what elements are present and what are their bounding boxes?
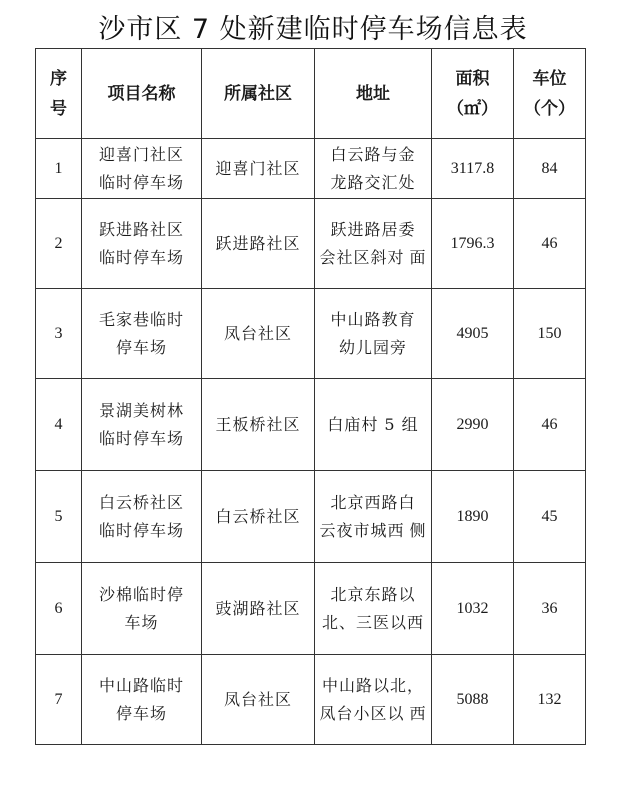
cell-project-line: 跃进路社区 bbox=[98, 219, 184, 239]
header-index-line1: 序 bbox=[50, 68, 67, 89]
cell-index: 4 bbox=[36, 379, 82, 471]
cell-community-text: 凤台社区 bbox=[223, 323, 292, 343]
cell-address-line: 中山路教育 bbox=[330, 309, 416, 329]
cell-project-line: 毛家巷临时 bbox=[98, 309, 184, 329]
header-spaces-line2: （个） bbox=[524, 98, 575, 119]
cell-community bbox=[202, 563, 315, 655]
cell-project bbox=[82, 563, 202, 655]
cell-address-line: 龙路交汇处 bbox=[330, 172, 416, 192]
cell-address bbox=[315, 289, 432, 379]
table-row bbox=[36, 139, 586, 199]
cell-project-line: 临时停车场 bbox=[98, 172, 184, 192]
cell-area: 5088 bbox=[432, 655, 514, 745]
header-row bbox=[36, 49, 586, 139]
header-area-line2: （㎡） bbox=[447, 98, 498, 119]
cell-community-text: 跃进路社区 bbox=[215, 233, 301, 253]
cell-spaces: 84 bbox=[514, 139, 586, 199]
cell-project-line: 中山路临时 bbox=[98, 675, 184, 695]
cell-address bbox=[315, 655, 432, 745]
cell-community-text: 凤台社区 bbox=[223, 689, 292, 709]
cell-community bbox=[202, 379, 315, 471]
header-spaces bbox=[514, 49, 586, 139]
table-body bbox=[36, 139, 586, 745]
cell-area: 1890 bbox=[432, 471, 514, 563]
cell-area: 4905 bbox=[432, 289, 514, 379]
cell-project-line: 白云桥社区 bbox=[98, 492, 184, 512]
cell-project-line: 临时停车场 bbox=[98, 428, 184, 448]
cell-address bbox=[315, 139, 432, 199]
cell-spaces: 45 bbox=[514, 471, 586, 563]
cell-project bbox=[82, 289, 202, 379]
cell-address-line: 北京东路以 bbox=[330, 584, 416, 604]
cell-project-line: 临时停车场 bbox=[98, 247, 184, 267]
cell-address-line: 凤台小区以 bbox=[319, 703, 405, 723]
header-index-line2: 号 bbox=[50, 98, 67, 119]
cell-address-line: 会社区斜对 bbox=[319, 247, 405, 267]
cell-area: 3117.8 bbox=[432, 139, 514, 199]
cell-spaces: 46 bbox=[514, 199, 586, 289]
parking-info-table bbox=[35, 48, 586, 745]
table-row bbox=[36, 563, 586, 655]
table-row bbox=[36, 471, 586, 563]
header-project: 项目名称 bbox=[82, 49, 202, 139]
cell-area: 1796.3 bbox=[432, 199, 514, 289]
cell-index: 1 bbox=[36, 139, 82, 199]
header-area-line1: 面积 bbox=[455, 68, 490, 89]
table-row bbox=[36, 379, 586, 471]
cell-project bbox=[82, 139, 202, 199]
cell-area: 1032 bbox=[432, 563, 514, 655]
cell-address-line: 云夜市城西 bbox=[319, 520, 405, 540]
cell-project-line: 停车场 bbox=[115, 703, 167, 723]
cell-community-text: 王板桥社区 bbox=[215, 414, 301, 434]
cell-spaces: 46 bbox=[514, 379, 586, 471]
cell-address-line: 面 bbox=[409, 247, 427, 267]
cell-index: 5 bbox=[36, 471, 82, 563]
cell-address bbox=[315, 379, 432, 471]
cell-community bbox=[202, 139, 315, 199]
table-row bbox=[36, 199, 586, 289]
cell-community-text: 迎喜门社区 bbox=[215, 158, 301, 178]
cell-project bbox=[82, 199, 202, 289]
cell-project-line: 临时停车场 bbox=[98, 520, 184, 540]
header-area bbox=[432, 49, 514, 139]
cell-index: 2 bbox=[36, 199, 82, 289]
cell-address bbox=[315, 471, 432, 563]
cell-address bbox=[315, 563, 432, 655]
cell-address-line: 北、三医以西 bbox=[321, 612, 424, 632]
cell-community bbox=[202, 471, 315, 563]
cell-address-line: 白云路与金 bbox=[330, 144, 416, 164]
cell-address-line: 侧 bbox=[409, 520, 427, 540]
cell-address-line: 西 bbox=[409, 703, 427, 723]
table-row bbox=[36, 289, 586, 379]
cell-address-line: 中山路以北， bbox=[321, 675, 424, 695]
cell-project bbox=[82, 379, 202, 471]
header-address: 地址 bbox=[315, 49, 432, 139]
cell-community bbox=[202, 289, 315, 379]
cell-project-line: 景湖美树林 bbox=[98, 400, 184, 420]
table-row bbox=[36, 655, 586, 745]
cell-index: 3 bbox=[36, 289, 82, 379]
cell-community bbox=[202, 655, 315, 745]
header-spaces-line1: 车位 bbox=[532, 68, 567, 89]
cell-address-line: 幼儿园旁 bbox=[338, 337, 407, 357]
cell-spaces: 132 bbox=[514, 655, 586, 745]
header-index bbox=[36, 49, 82, 139]
cell-spaces: 36 bbox=[514, 563, 586, 655]
cell-community bbox=[202, 199, 315, 289]
cell-project bbox=[82, 655, 202, 745]
cell-project-line: 迎喜门社区 bbox=[98, 144, 184, 164]
cell-spaces: 150 bbox=[514, 289, 586, 379]
cell-index: 6 bbox=[36, 563, 82, 655]
cell-community-text: 豉湖路社区 bbox=[215, 598, 301, 618]
cell-area: 2990 bbox=[432, 379, 514, 471]
cell-project-line: 停车场 bbox=[115, 337, 167, 357]
cell-community-text: 白云桥社区 bbox=[215, 506, 301, 526]
cell-project bbox=[82, 471, 202, 563]
cell-address-line: 北京西路白 bbox=[330, 492, 416, 512]
cell-index: 7 bbox=[36, 655, 82, 745]
cell-project-line: 车场 bbox=[124, 612, 159, 632]
cell-address-line: 白庙村 5 组 bbox=[327, 414, 419, 434]
header-community: 所属社区 bbox=[202, 49, 315, 139]
page-title: 沙市区 7 处新建临时停车场信息表 bbox=[98, 14, 528, 45]
cell-address-line: 跃进路居委 bbox=[330, 219, 416, 239]
cell-project-line: 沙棉临时停 bbox=[98, 584, 184, 604]
cell-address bbox=[315, 199, 432, 289]
